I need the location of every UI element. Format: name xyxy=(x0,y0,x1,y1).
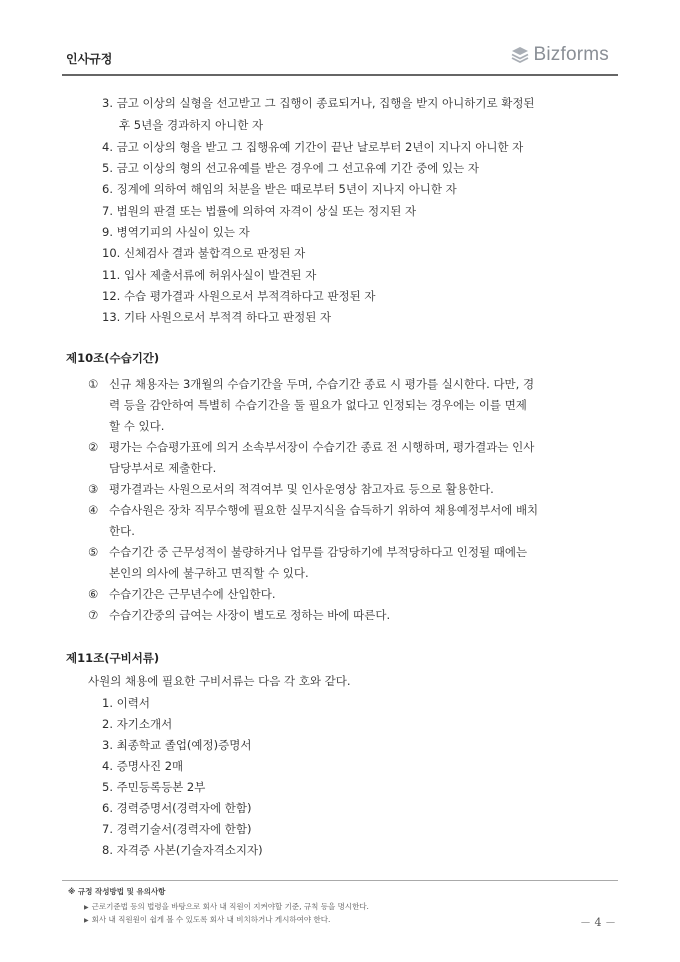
list-item: 5. 금고 이상의 형의 선고유예를 받은 경우에 그 선고유예 기간 중에 있는 자 xyxy=(102,161,479,175)
document-list-item: 5. 주민등록등본 2부 xyxy=(102,780,206,794)
page-number: － 4 － xyxy=(580,916,616,929)
item-marker: ⑥ xyxy=(88,587,99,601)
document-list-item: 3. 최종학교 졸업(예정)증명서 xyxy=(102,738,252,752)
footer-divider xyxy=(62,880,618,881)
document-list-item: 1. 이력서 xyxy=(102,696,150,710)
document-list-item: 7. 경력기술서(경력자에 한함) xyxy=(102,822,252,836)
item-marker: ① xyxy=(88,377,99,391)
document-list-item: 4. 증명사진 2매 xyxy=(102,759,184,773)
list-item: 11. 입사 제출서류에 허위사실이 발견된 자 xyxy=(102,268,317,282)
article-10-item-5 xyxy=(88,544,527,560)
list-item: 4. 금고 이상의 형을 받고 그 집행유예 기간이 끝난 날로부터 2년이 지나지 아니한 자 xyxy=(102,140,524,154)
brand-logo xyxy=(510,44,610,66)
footer-note xyxy=(84,901,369,912)
list-item: 9. 병역기피의 사실이 있는 자 xyxy=(102,225,250,239)
list-item-continuation: 후 5년을 경과하지 아니한 자 xyxy=(119,118,264,132)
item-marker: ③ xyxy=(88,482,99,496)
footer-note-title: ※ 규정 작성방법 및 유의사항 xyxy=(68,887,166,896)
item-marker: ② xyxy=(88,440,99,454)
item-text-continuation: 할 수 있다. xyxy=(109,419,165,433)
item-text-continuation: 한다. xyxy=(109,524,135,538)
document-list-item: 6. 경력증명서(경력자에 한함) xyxy=(102,801,252,815)
item-text-continuation: 담당부서로 제출한다. xyxy=(109,461,217,475)
stack-layers-icon xyxy=(510,45,530,65)
item-text: 수습사원은 장차 직무수행에 필요한 실무지식을 습득하기 위하여 채용예정부서에 배치 xyxy=(109,503,539,517)
article-11-intro: 사원의 채용에 필요한 구비서류는 다음 각 호와 같다. xyxy=(88,674,351,688)
item-marker: ⑤ xyxy=(88,545,99,559)
bullet-triangle-icon: ▶ xyxy=(84,917,89,924)
article-10-item-3 xyxy=(88,481,494,497)
footer-note-text: 근로기준법 등의 법령을 바탕으로 회사 내 직원이 지켜야할 기준, 규칙 등을 명시한다. xyxy=(91,902,369,911)
brand-name: Bizforms xyxy=(533,44,609,65)
footer-note-text: 회사 내 직원원이 쉽게 볼 수 있도록 회사 내 비치하거나 게시하여야 한다. xyxy=(91,915,331,924)
bullet-triangle-icon: ▶ xyxy=(84,904,89,911)
item-text: 수습기간중의 급여는 사장이 별도로 정하는 바에 따른다. xyxy=(109,608,391,622)
article-10-item-6 xyxy=(88,586,276,602)
article-11-heading: 제11조(구비서류) xyxy=(66,651,160,665)
list-item: 3. 금고 이상의 실형을 선고받고 그 집행이 종료되거나, 집행을 받지 아니하기로 확정된 xyxy=(102,96,535,110)
item-text: 수습기간은 근무년수에 산입한다. xyxy=(109,587,276,601)
list-item: 13. 기타 사원으로서 부적격 하다고 판정된 자 xyxy=(102,310,332,324)
item-marker: ⑦ xyxy=(88,608,99,622)
document-list-item: 8. 자격증 사본(기술자격소지자) xyxy=(102,843,263,857)
document-list-item: 2. 자기소개서 xyxy=(102,717,173,731)
article-10-item-1 xyxy=(88,376,534,392)
item-text: 평가결과는 사원으로서의 적격여부 및 인사운영상 참고자료 등으로 활용한다. xyxy=(109,482,494,496)
list-item: 10. 신체검사 결과 불합격으로 판정된 자 xyxy=(102,246,306,260)
article-10-item-7 xyxy=(88,607,390,623)
header-divider xyxy=(62,74,618,76)
list-item: 6. 징계에 의하여 해임의 처분을 받은 때로부터 5년이 지나지 아니한 자 xyxy=(102,182,457,196)
item-text: 신규 채용자는 3개월의 수습기간을 두며, 수습기간 종료 시 평가를 실시한다. 다만, 경 xyxy=(109,377,535,391)
article-10-heading: 제10조(수습기간) xyxy=(66,351,160,365)
footer-note xyxy=(84,914,330,925)
document-header-title: 인사규정 xyxy=(66,52,113,66)
article-10-item-2 xyxy=(88,439,534,455)
item-text-continuation: 력 등을 감안하여 특별히 수습기간을 둘 필요가 없다고 인정되는 경우에는 이를 면제 xyxy=(109,398,527,412)
item-text: 수습기간 중 근무성적이 불량하거나 업무를 감당하기에 부적당하다고 인정될 때에는 xyxy=(109,545,528,559)
list-item: 7. 법원의 판결 또는 법률에 의하여 자격이 상실 또는 정지된 자 xyxy=(102,204,417,218)
article-10-item-4 xyxy=(88,502,538,518)
list-item: 12. 수습 평가결과 사원으로서 부적격하다고 판정된 자 xyxy=(102,289,376,303)
item-text: 평가는 수습평가표에 의거 소속부서장이 수습기간 종료 전 시행하며, 평가결과는 인사 xyxy=(109,440,535,454)
item-text-continuation: 본인의 의사에 불구하고 면직할 수 있다. xyxy=(109,566,309,580)
item-marker: ④ xyxy=(88,503,99,517)
